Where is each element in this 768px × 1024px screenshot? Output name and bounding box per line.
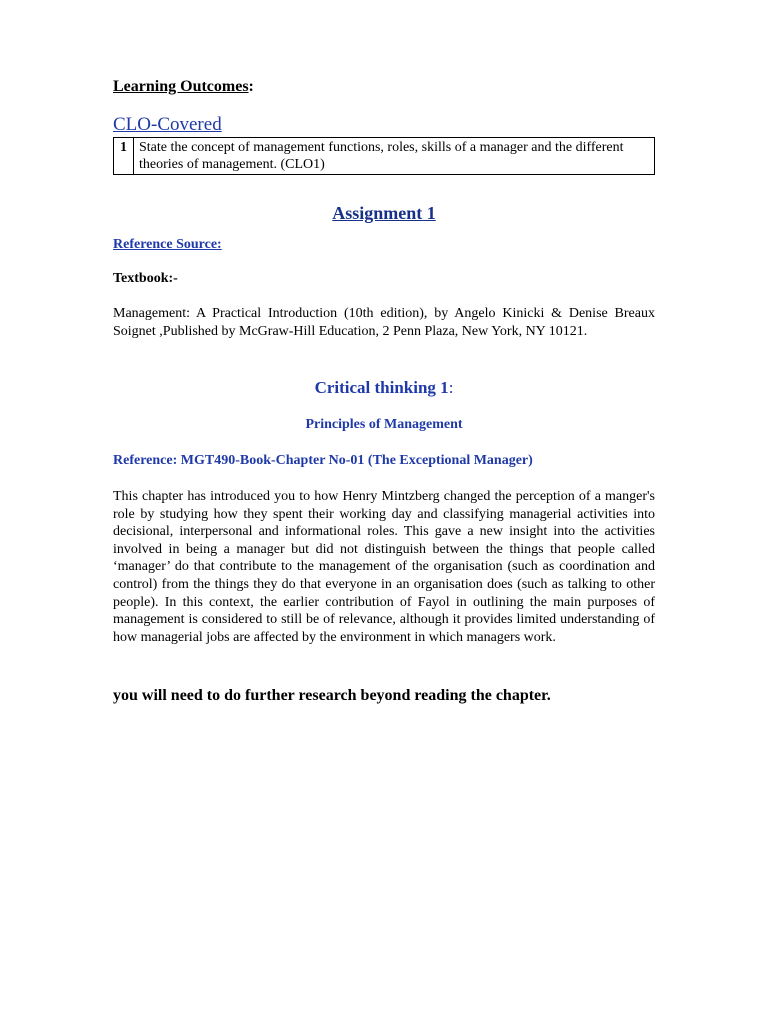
learning-outcomes-colon: : [248, 78, 254, 95]
learning-outcomes-heading [113, 77, 254, 97]
principles-subtitle: Principles of Management [305, 417, 463, 432]
clo-description: State the concept of management functions, roles, skills of a manager and the different theories of management. (CLO1) [134, 138, 655, 175]
chapter-paragraph: This chapter has introduced you to how Henry Mintzberg changed the perception of a manger's role by studying how they spent their working day and classifying managerial activities into decisional, interpersonal and informational roles. This gave a new insight into the activities involved in being a manager but did not distinguish between the things that people called ‘manager’ do that contribute to the management of the organisation (such as coordination and control) from the things they do that everyone in an organisation does (such as talking to other people). In this context, the earlier contribution of Fayol in outlining the main purposes of management is considered to still be of relevance, although it provides limited understanding of how managerial jobs are affected by the environment in which managers work. [113, 489, 655, 645]
critical-thinking-title-text: Critical thinking 1 [314, 378, 449, 397]
assignment-title: Assignment 1 [332, 203, 436, 223]
textbook-citation: Management: A Practical Introduction (10th edition), by Angelo Kinicki & Denise Breaux Soignet ,Published by McGraw-Hill Education, 2 Penn Plaza, New York, NY 10121. [113, 306, 655, 339]
textbook-label: Textbook:- [113, 271, 178, 286]
chapter-reference: Reference: MGT490-Book-Chapter No-01 (The Exceptional Manager) [113, 453, 533, 468]
learning-outcomes-label: Learning Outcomes [113, 78, 249, 95]
reference-source-label: Reference Source: [113, 237, 222, 252]
clo-number: 1 [114, 138, 134, 175]
closing-instruction: you will need to do further research beyond reading the chapter. [113, 687, 551, 704]
critical-thinking-title [113, 378, 655, 398]
clo-table [113, 137, 655, 175]
critical-thinking-title-colon: : [448, 378, 454, 397]
clo-covered-heading: CLO-Covered [113, 114, 222, 135]
clo-table-row [114, 138, 655, 175]
